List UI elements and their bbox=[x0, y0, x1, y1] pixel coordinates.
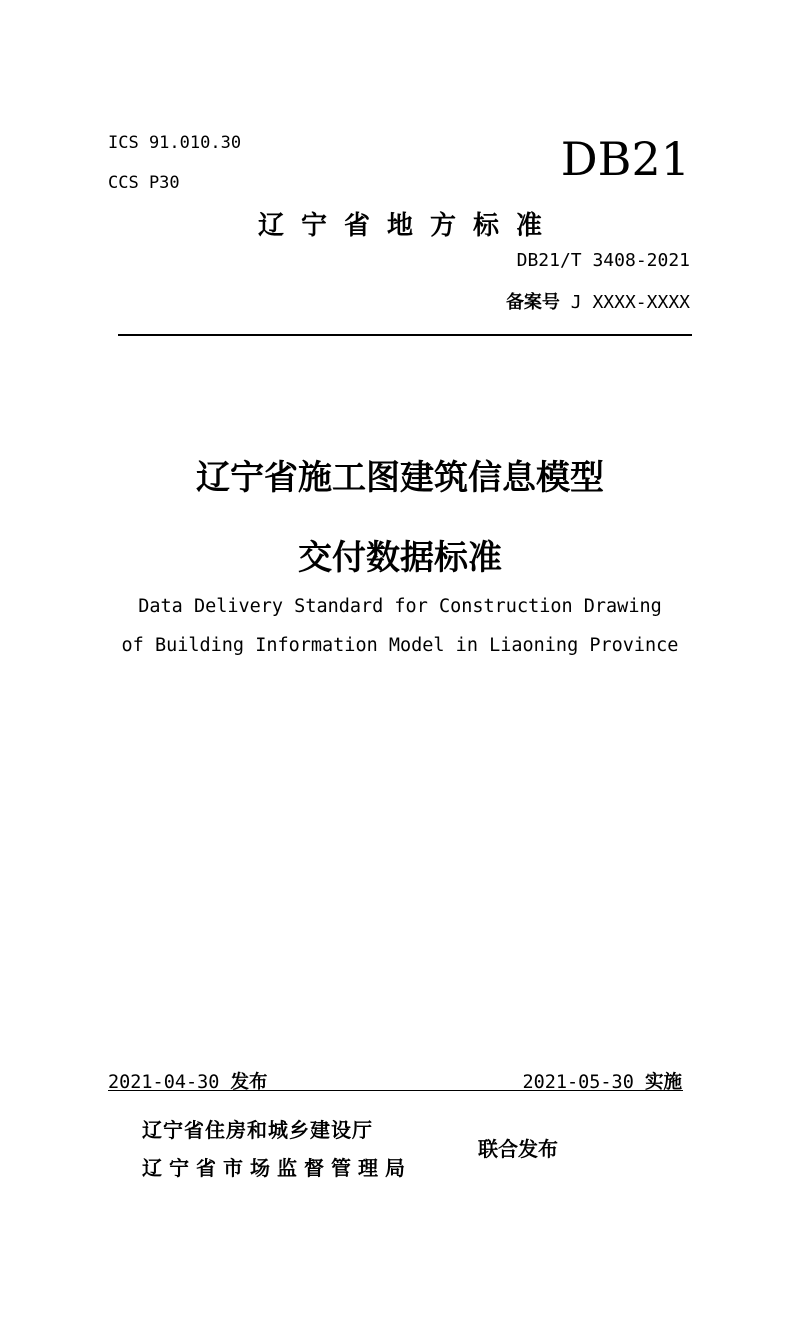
db-code: DB21 bbox=[560, 132, 690, 186]
record-number bbox=[506, 288, 690, 314]
joint-release: 联合发布 bbox=[478, 1137, 558, 1161]
standard-type: 辽宁省地方标准 bbox=[257, 211, 559, 241]
standard-number: DB21/T 3408-2021 bbox=[516, 250, 690, 271]
implement-date-value: 2021-05-30 bbox=[522, 1072, 634, 1093]
ccs-code: CCS P30 bbox=[108, 173, 180, 193]
issue-date-value: 2021-04-30 bbox=[108, 1072, 220, 1093]
implement-label: 实施 bbox=[644, 1072, 682, 1093]
ics-code: ICS 91.010.30 bbox=[108, 133, 242, 153]
title-en-line2: of Building Information Model in Liaoning Province bbox=[121, 635, 679, 656]
title-cn-line1: 辽宁省施工图建筑信息模型 bbox=[196, 458, 604, 498]
title-cn-line2: 交付数据标准 bbox=[298, 538, 502, 578]
issuer-market-regulation: 辽宁省市场监督管理局 bbox=[142, 1156, 412, 1180]
record-value: J XXXX-XXXX bbox=[570, 292, 690, 313]
issuer-housing-department: 辽宁省住房和城乡建设厅 bbox=[142, 1118, 373, 1142]
header-rule bbox=[118, 334, 692, 336]
title-en-line1: Data Delivery Standard for Construction Drawing bbox=[138, 596, 662, 617]
footer-rule bbox=[108, 1090, 683, 1091]
issue-label: 发布 bbox=[230, 1072, 268, 1093]
record-label: 备案号 bbox=[505, 292, 560, 313]
